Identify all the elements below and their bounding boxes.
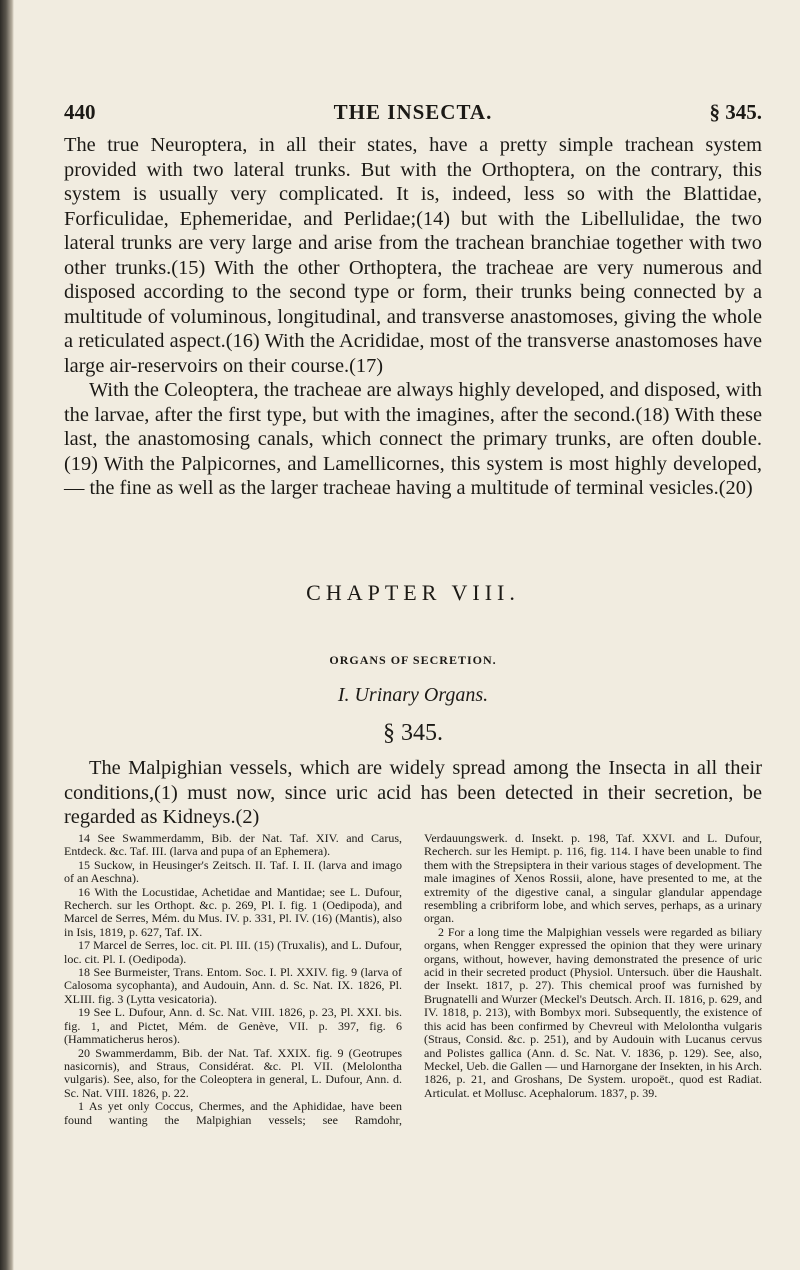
running-header (64, 96, 762, 136)
footnote: 1 As yet only Coccus, Chermes, and the Aphididae, have been found wanting the Malpighian vessels; see Ramdohr, Verdauungswerk. d. Insekt. p. 198, Taf. XXVI. and L. Dufour, Recherch. sur les Hemipt. p. 116, fig. 114. I have been unable to find them with the Strepsiptera in their various stages of development. The male imagines of Xenos Rossii, alone, have presented to me, at the extremity of the digestive canal, a singular glandular appendage resembling a cribriform lobe, and which serves, perhaps, as a urinary organ. (64, 831, 762, 1127)
chapter-subtitle: ORGANS OF SECRETION. (329, 653, 497, 667)
footnote: 14 See Swammerdamm, Bib. der Nat. Taf. XIV. and Carus, Entdeck. &c. Taf. III. (larva and pupa of an Ephemera). (64, 831, 402, 859)
section-intro (64, 756, 762, 830)
section-heading: § 345. (383, 720, 443, 746)
footnote: 18 See Burmeister, Trans. Entom. Soc. I. Pl. XXIV. fig. 9 (larva of Calosoma sycophanta), and Audouin, Ann. d. Sc. Nat. IX. 1826, Pl. XLIII. fig. 3 (Lytta vesicatoria). (64, 965, 402, 1006)
footnote: 17 Marcel de Serres, loc. cit. Pl. III. (15) (Truxalis), and L. Dufour, loc. cit. Pl. I. (Oedipoda). (64, 938, 402, 966)
book-binding-edge (0, 0, 14, 1270)
paragraph-coleoptera: With the Coleoptera, the tracheae are always highly developed, and disposed, with the larvae, after the first type, but with the imagines, after the second.(18) With these last, the anastomosing canals, which connect the primary trunks, are often double.(19) With the Palpicornes, and Lamellicornes, this system is most highly developed, — the fine as well as the larger tracheae having a multitude of terminal vesicles.(20) (64, 379, 762, 499)
header-section-number: § 345. (709, 100, 762, 124)
page-number: 440 (64, 100, 96, 124)
paragraph-malpighian: The Malpighian vessels, which are widely spread among the Insecta in all their conditions,(1) must now, since uric acid has been detected in their secretion, be regarded as Kidneys.(2) (64, 757, 762, 828)
footnote: 20 Swammerdamm, Bib. der Nat. Taf. XXIX. fig. 9 (Geotrupes nasicornis), and Straus, Considérat. &c. Pl. VII. (Melolontha vulgaris). See, also, for the Coleoptera in general, L. Dufour, Ann. d. Sc. Nat. VIII. 1826, p. 22. (64, 1045, 402, 1100)
part-heading: I. Urinary Organs. (337, 684, 489, 706)
running-title: THE INSECTA. (333, 100, 493, 124)
paragraph-neuroptera: The true Neuroptera, in all their states, have a pretty simple tracheаn system provided with two lateral trunks. But with the Orthoptera, on the contrary, this system is usually very complicated. It is, indeed, less so with the Blattidae, Forficulidae, Ephemeridae, and Perlidae;(14) but with the Libellulidae, the two lateral trunks are very large and arise from the trachean branchiae together with two other trunks.(15) With the other Orthoptera, the tracheae are very numerous and disposed according to the second type or form, their trunks being connected by a multitude of voluminous, longitudinal, and transverse anastomoses, giving the whole a reticulated aspect.(16) With the Acrididae, most of the transverse anastomoses have large air-reservoirs on their course.(17) (64, 134, 762, 377)
footnote: 15 Suckow, in Heusinger's Zeitsch. II. Taf. I. II. (larva and imago of an Aeschna). (64, 857, 402, 886)
footnote: 19 See L. Dufour, Ann. d. Sc. Nat. VIII. 1826, p. 23, Pl. XXI. bis. fig. 1, and Pictet, Mém. de Genève, VII. p. 397, fig. 6 (Hammaticherus heros). (64, 1005, 402, 1047)
footnote: 2 For a long time the Malpighian vessels were regarded as biliary organs, when Rengger expressed the opinion that they were urinary organs, without, however, having demonstrated the presence of uric acid in their secreted product (Physiol. Untersuch. über die Haushalt. der Insekt. 1817, p. 27). This chemical proof was furnished by Brugnatelli and Wurzer (Meckel's Deutsch. Arch. II. 1816, p. 629, and IV. 1818, p. 213), with Bombyx mori. Subsequently, the existence of this acid has been confirmed by Chevreul with Melolontha vulgaris (Straus, Consid. &c. p. 251), and by Audouin with Lucanus cervus and Polistes gallica (Ann. d. Sc. Nat. V. 1836, p. 129). See, also, Meckel, Ueb. die Gallen — und Harnorgane der Insekten, in his Arch. 1826, p. 21, and Groshans, De System. uropoët., quod est Radiat. Articulat. et Mollusc. Acephalorum. 1837, p. 39. (424, 924, 762, 1100)
chapter-title: CHAPTER VIII. (306, 580, 520, 605)
footnotes (64, 832, 762, 1127)
footnote: 16 With the Locustidae, Achetidae and Mantidae; see L. Dufour, Recherch. sur les Orthopt. &c. p. 269, Pl. I. fig. 1 (Oedipoda), and Marcel de Serres, Mém. du Mus. IV. p. 331, Pl. IV. (16) (Mantis), also in Isis, 1819, p. 627, Taf. IX. (64, 884, 402, 939)
main-text (64, 133, 762, 501)
